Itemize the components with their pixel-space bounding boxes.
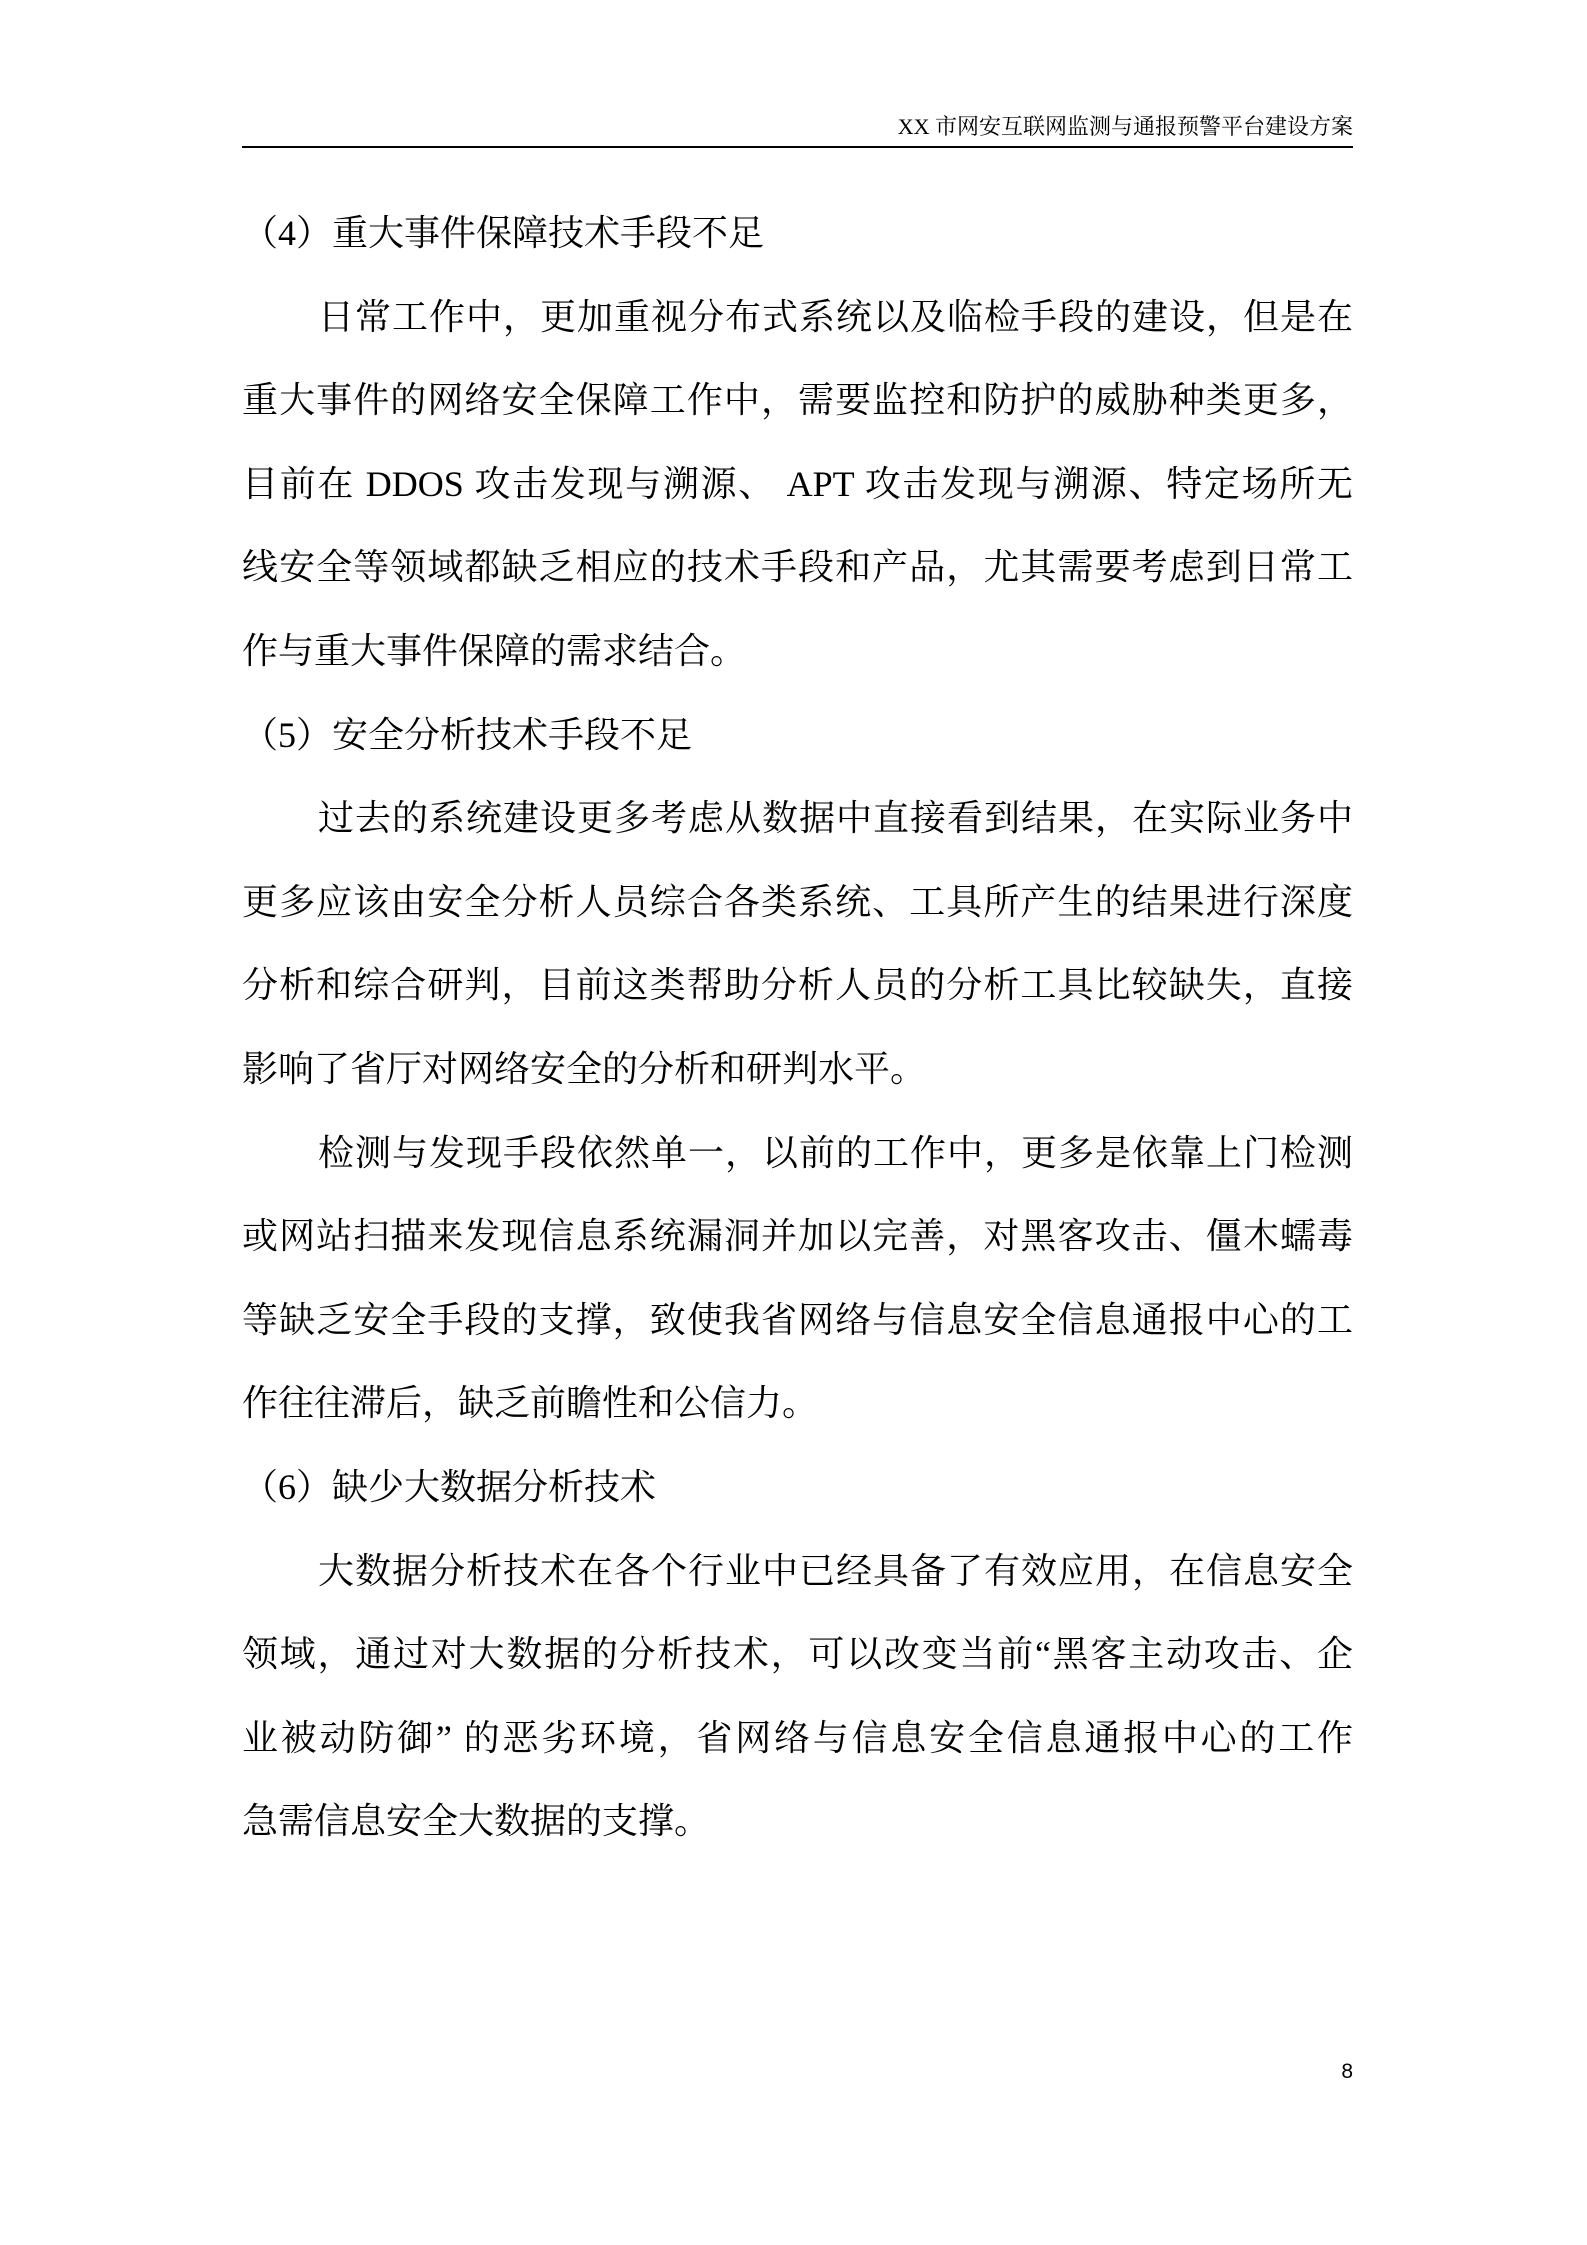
paragraph-line: 急需信息安全大数据的支撑。 [242,1801,711,1841]
paragraph-line: 分析和综合研判，目前这类帮助分析人员的分析工具比较缺失，直接 [242,965,1353,1005]
paragraph-line: 重大事件的网络安全保障工作中，需要监控和防护的威胁种类更多， [242,380,1353,420]
section-heading: （6）缺少大数据分析技术 [242,1467,657,1507]
paragraph-line: 影响了省厅对网络安全的分析和研判水平。 [242,1049,927,1089]
section-heading: （4）重大事件保障技术手段不足 [242,213,765,253]
page-number: 8 [1341,2060,1353,2083]
paragraph-line: 检测与发现手段依然单一，以前的工作中，更多是依靠上门检测 [318,1133,1353,1173]
paragraph-line: 日常工作中，更加重视分布式系统以及临检手段的建设，但是在 [318,297,1353,337]
paragraph-line: 线安全等领域都缺乏相应的技术手段和产品，尤其需要考虑到日常工 [242,547,1353,587]
header-divider [242,146,1353,148]
paragraph-line: 领域，通过对大数据的分析技术，可以改变当前“黑客主动攻击、企 [242,1634,1353,1674]
paragraph-line: 作往往滞后，缺乏前瞻性和公信力。 [242,1383,819,1423]
paragraph-line: 大数据分析技术在各个行业中已经具备了有效应用，在信息安全 [318,1551,1353,1591]
paragraph-line: 更多应该由安全分析人员综合各类系统、工具所产生的结果进行深度 [242,882,1353,922]
running-header-title: XX 市网安互联网监测与通报预警平台建设方案 [897,114,1353,139]
paragraph-line: 业被动防御” 的恶劣环境，省网络与信息安全信息通报中心的工作 [242,1718,1353,1758]
paragraph-line: 等缺乏安全手段的支撑，致使我省网络与信息安全信息通报中心的工 [242,1300,1353,1340]
paragraph-line: 或网站扫描来发现信息系统漏洞并加以完善，对黑客攻击、僵木蠕毒 [242,1216,1353,1256]
paragraph-line: 作与重大事件保障的需求结合。 [242,631,747,671]
paragraph-line: 目前在 DDOS 攻击发现与溯源、 APT 攻击发现与溯源、特定场所无 [242,464,1353,504]
section-heading: （5）安全分析技术手段不足 [242,715,693,755]
paragraph-line: 过去的系统建设更多考虑从数据中直接看到结果，在实际业务中 [318,798,1353,838]
